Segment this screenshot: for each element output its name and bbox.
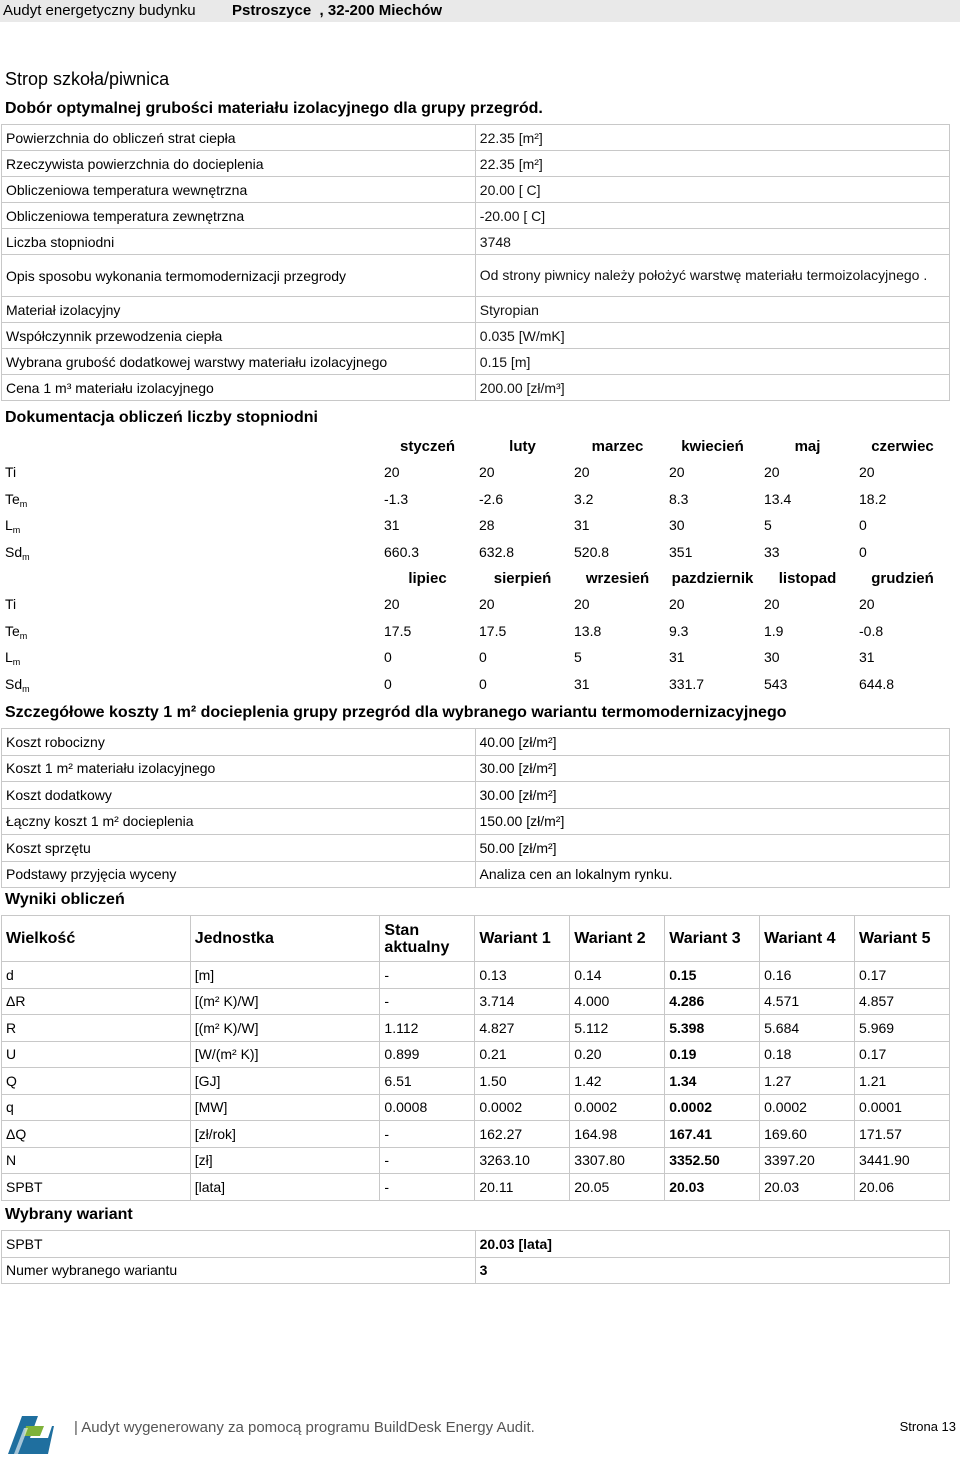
results-cell: 0.17 xyxy=(855,1041,950,1068)
degree-days-cell: 8.3 xyxy=(669,490,689,507)
results-cell: 1.21 xyxy=(855,1068,950,1095)
results-cell: 0.17 xyxy=(855,962,950,989)
degree-days-row xyxy=(1,486,950,513)
cost-label: Koszt sprzętu xyxy=(2,835,476,862)
degree-days-row xyxy=(1,591,950,618)
results-cell: 0.19 xyxy=(665,1041,760,1068)
cost-label: Łączny koszt 1 m² docieplenia xyxy=(2,808,476,835)
row-label-main: Te xyxy=(5,490,20,507)
results-cell: 3263.10 xyxy=(475,1147,570,1174)
degree-days-cell: 0 xyxy=(384,649,392,666)
results-table xyxy=(1,915,950,1201)
results-cell: [(m² K)/W] xyxy=(190,1015,380,1042)
results-cell: 1.42 xyxy=(570,1068,665,1095)
results-cell: 5.684 xyxy=(760,1015,855,1042)
results-cell: U xyxy=(2,1041,191,1068)
results-cell: 0.899 xyxy=(380,1041,475,1068)
degree-days-cell: 20 xyxy=(859,596,875,613)
degree-days-row-label xyxy=(1,539,380,566)
section-title: Strop szkoła/piwnica xyxy=(5,69,170,89)
degree-days-cell: 5 xyxy=(764,517,772,534)
chosen-value: 20.03 [lata] xyxy=(475,1231,949,1258)
page-header xyxy=(0,0,960,22)
results-cell: 162.27 xyxy=(475,1121,570,1148)
degree-days-row-label xyxy=(1,644,380,671)
results-header: Wariant 1 xyxy=(475,916,570,962)
cost-value: 30.00 [zł/m²] xyxy=(475,755,949,782)
results-cell: N xyxy=(2,1147,191,1174)
degree-days-cell: 31 xyxy=(669,649,685,666)
results-cell: 167.41 xyxy=(665,1121,760,1148)
month-header: wrzesień xyxy=(585,569,650,587)
results-cell: d xyxy=(2,962,191,989)
chosen-table xyxy=(1,1230,950,1284)
param-row xyxy=(2,229,950,255)
param-value: 0.15 [m] xyxy=(475,349,949,375)
results-cell: ΔQ xyxy=(2,1121,191,1148)
cost-value: 50.00 [zł/m²] xyxy=(475,835,949,862)
results-cell: 20.05 xyxy=(570,1174,665,1201)
results-cell: 4.000 xyxy=(570,988,665,1015)
results-cell: [zł] xyxy=(190,1147,380,1174)
degree-days-cell: 30 xyxy=(764,649,780,666)
results-cell: q xyxy=(2,1094,191,1121)
cost-row xyxy=(2,755,950,782)
results-cell: 4.827 xyxy=(475,1015,570,1042)
results-cell: 0.0002 xyxy=(665,1094,760,1121)
degree-days-cell: 20 xyxy=(479,596,495,613)
month-header: maj xyxy=(794,437,821,455)
results-header: Wariant 5 xyxy=(855,916,950,962)
results-cell: 20.03 xyxy=(665,1174,760,1201)
params-table xyxy=(1,124,950,401)
results-cell: 0.15 xyxy=(665,962,760,989)
param-label: Materiał izolacyjny xyxy=(2,297,476,323)
results-row xyxy=(2,1041,950,1068)
month-header: marzec xyxy=(591,437,644,455)
degree-days-cell: 13.8 xyxy=(574,622,602,639)
param-label: Rzeczywista powierzchnia do docieplenia xyxy=(2,151,476,177)
cost-value: Analiza cen an lokalnym rynku. xyxy=(475,861,949,888)
degree-days-cell: 543 xyxy=(764,675,788,692)
results-title: Wyniki obliczeń xyxy=(5,891,125,908)
results-cell: 0.13 xyxy=(475,962,570,989)
cost-row xyxy=(2,729,950,756)
month-header: czerwiec xyxy=(871,437,934,455)
row-label-sub: m xyxy=(19,630,28,641)
results-cell: - xyxy=(380,988,475,1015)
results-cell: 3397.20 xyxy=(760,1147,855,1174)
param-row xyxy=(2,297,950,323)
results-cell: 0.14 xyxy=(570,962,665,989)
degree-days-row-label xyxy=(1,591,380,618)
degree-days-cell: 3.2 xyxy=(574,490,594,507)
chosen-value: 3 xyxy=(475,1257,949,1284)
costs-table xyxy=(1,728,950,888)
month-header-spacer xyxy=(1,433,380,459)
degree-days-cell: 20 xyxy=(669,464,685,481)
results-cell: 1.34 xyxy=(665,1068,760,1095)
month-header-row xyxy=(1,565,950,591)
row-label-sub: m xyxy=(19,498,28,509)
param-value: -20.00 [ C] xyxy=(475,203,949,229)
degree-days-cell: 0 xyxy=(859,517,867,534)
degree-days-cell: 9.3 xyxy=(669,622,689,639)
cost-row xyxy=(2,861,950,888)
row-label-main: L xyxy=(5,517,13,534)
degree-days-row-label xyxy=(1,486,380,513)
results-header: Wariant 3 xyxy=(665,916,760,962)
degree-days-cell: 644.8 xyxy=(859,675,895,692)
results-header: Wielkość xyxy=(2,916,191,962)
row-label-sub: m xyxy=(22,551,30,562)
month-header: lipiec xyxy=(408,569,447,587)
month-header: kwiecień xyxy=(681,437,744,455)
param-row xyxy=(2,203,950,229)
param-row xyxy=(2,151,950,177)
results-cell: 0.21 xyxy=(475,1041,570,1068)
results-cell: 5.398 xyxy=(665,1015,760,1042)
results-cell: - xyxy=(380,1147,475,1174)
results-cell: 0.0001 xyxy=(855,1094,950,1121)
param-value: 0.035 [W/mK] xyxy=(475,323,949,349)
results-cell: 0.16 xyxy=(760,962,855,989)
results-cell: 5.969 xyxy=(855,1015,950,1042)
degree-days-cell: 31 xyxy=(384,517,400,534)
results-cell: 3.714 xyxy=(475,988,570,1015)
param-value: Od strony piwnicy należy położyć warstwę materiału termoizolacyjnego . xyxy=(475,255,949,297)
degree-days-cell: 13.4 xyxy=(764,490,792,507)
cost-value: 30.00 [zł/m²] xyxy=(475,782,949,809)
results-row xyxy=(2,988,950,1015)
results-row xyxy=(2,1094,950,1121)
degree-days-cell: 20 xyxy=(574,464,590,481)
results-cell: - xyxy=(380,1121,475,1148)
degree-days-cell: 0 xyxy=(479,649,487,666)
degree-days-row xyxy=(1,671,950,698)
month-header-row xyxy=(1,433,950,459)
degree-days-cell: 20 xyxy=(574,596,590,613)
degree-days-cell: 20 xyxy=(764,464,780,481)
results-cell: [MW] xyxy=(190,1094,380,1121)
chosen-label: SPBT xyxy=(2,1231,476,1258)
results-cell: 0.0008 xyxy=(380,1094,475,1121)
degree-days-cell: 20 xyxy=(669,596,685,613)
param-row xyxy=(2,349,950,375)
results-cell: 3352.50 xyxy=(665,1147,760,1174)
results-cell: 5.112 xyxy=(570,1015,665,1042)
row-label-main: Te xyxy=(5,622,20,639)
param-row xyxy=(2,177,950,203)
degree-days-cell: -0.8 xyxy=(859,622,884,639)
results-cell: 20.06 xyxy=(855,1174,950,1201)
degree-days-cell: -2.6 xyxy=(479,490,504,507)
degree-days-cell: 18.2 xyxy=(859,490,887,507)
results-cell: [m] xyxy=(190,962,380,989)
cost-label: Koszt robocizny xyxy=(2,729,476,756)
cost-label: Podstawy przyjęcia wyceny xyxy=(2,861,476,888)
row-label-main: Sd xyxy=(5,543,23,560)
param-label: Liczba stopniodni xyxy=(2,229,476,255)
degree-days-cell: 5 xyxy=(574,649,582,666)
degree-days-row xyxy=(1,512,950,539)
degree-days-cell: 17.5 xyxy=(384,622,412,639)
results-cell: - xyxy=(380,962,475,989)
degree-days-row-label xyxy=(1,618,380,645)
row-label-sub: m xyxy=(12,525,21,536)
degree-days-cell: 20 xyxy=(384,464,400,481)
results-cell: [lata] xyxy=(190,1174,380,1201)
month-header: sierpień xyxy=(493,569,552,587)
results-cell: 0.18 xyxy=(760,1041,855,1068)
results-header: Wariant 2 xyxy=(570,916,665,962)
results-cell: ΔR xyxy=(2,988,191,1015)
row-label-main: Ti xyxy=(5,464,17,481)
param-value: 22.35 [m²] xyxy=(475,151,949,177)
cost-row xyxy=(2,782,950,809)
degree-days-row-label xyxy=(1,459,380,486)
degree-days-table xyxy=(1,433,950,697)
param-row xyxy=(2,255,950,297)
results-header-row xyxy=(2,916,950,962)
param-value: 20.00 [ C] xyxy=(475,177,949,203)
results-cell: 1.27 xyxy=(760,1068,855,1095)
results-cell: 0.0002 xyxy=(760,1094,855,1121)
builddesk-logo-icon xyxy=(4,1412,56,1456)
results-cell: 4.286 xyxy=(665,988,760,1015)
degree-days-row-label xyxy=(1,512,380,539)
param-label: Obliczeniowa temperatura zewnętrzna xyxy=(2,203,476,229)
results-cell: 1.50 xyxy=(475,1068,570,1095)
results-cell: [zł/rok] xyxy=(190,1121,380,1148)
month-header: grudzień xyxy=(871,569,934,587)
degree-days-row-label xyxy=(1,671,380,698)
degree-days-cell: 331.7 xyxy=(669,675,705,692)
degree-days-cell: 30 xyxy=(669,517,685,534)
header-address: Pstroszyce , 32-200 Miechów xyxy=(232,2,443,19)
results-cell: Q xyxy=(2,1068,191,1095)
chosen-label: Numer wybranego wariantu xyxy=(2,1257,476,1284)
degree-days-cell: -1.3 xyxy=(384,490,409,507)
degree-days-title: Dokumentacja obliczeń liczby stopniodni xyxy=(5,409,318,426)
header-title: Audyt energetyczny budynku xyxy=(3,2,196,19)
degree-days-cell: 20 xyxy=(479,464,495,481)
degree-days-cell: 20 xyxy=(859,464,875,481)
param-row xyxy=(2,323,950,349)
cost-label: Koszt dodatkowy xyxy=(2,782,476,809)
degree-days-cell: 632.8 xyxy=(479,543,515,560)
results-cell: 20.03 xyxy=(760,1174,855,1201)
chosen-row xyxy=(2,1231,950,1258)
results-cell: 3307.80 xyxy=(570,1147,665,1174)
results-cell: 3441.90 xyxy=(855,1147,950,1174)
param-label: Obliczeniowa temperatura wewnętrzna xyxy=(2,177,476,203)
results-cell: 1.112 xyxy=(380,1015,475,1042)
row-label-main: L xyxy=(5,649,13,666)
param-row xyxy=(2,125,950,151)
costs-title: Szczegółowe koszty 1 m² docieplenia grupy przegród dla wybranego wariantu termomodernizacyjnego xyxy=(5,704,787,721)
cost-row xyxy=(2,835,950,862)
degree-days-cell: 20 xyxy=(384,596,400,613)
results-row xyxy=(2,1068,950,1095)
param-label: Współczynnik przewodzenia ciepła xyxy=(2,323,476,349)
cost-value: 40.00 [zł/m²] xyxy=(475,729,949,756)
cost-row xyxy=(2,808,950,835)
param-label: Opis sposobu wykonania termomodernizacji przegrody xyxy=(2,255,476,297)
degree-days-cell: 520.8 xyxy=(574,543,610,560)
results-row xyxy=(2,962,950,989)
month-header: listopad xyxy=(778,569,837,587)
param-value: 200.00 [zł/m³] xyxy=(475,375,949,401)
results-cell: 0.20 xyxy=(570,1041,665,1068)
cost-label: Koszt 1 m² materiału izolacyjnego xyxy=(2,755,476,782)
results-cell: 0.0002 xyxy=(570,1094,665,1121)
param-label: Cena 1 m³ materiału izolacyjnego xyxy=(2,375,476,401)
degree-days-cell: 1.9 xyxy=(764,622,784,639)
param-value: 22.35 [m²] xyxy=(475,125,949,151)
month-header: luty xyxy=(509,437,536,455)
degree-days-cell: 0 xyxy=(479,675,487,692)
degree-days-cell: 0 xyxy=(859,543,867,560)
chosen-row xyxy=(2,1257,950,1284)
results-cell: 4.857 xyxy=(855,988,950,1015)
results-cell: 6.51 xyxy=(380,1068,475,1095)
row-label-sub: m xyxy=(22,683,30,694)
degree-days-cell: 28 xyxy=(479,517,495,534)
results-cell: 164.98 xyxy=(570,1121,665,1148)
param-label: Wybrana grubość dodatkowej warstwy materiału izolacyjnego xyxy=(2,349,476,375)
results-header: Jednostka xyxy=(190,916,380,962)
results-cell: [GJ] xyxy=(190,1068,380,1095)
degree-days-row xyxy=(1,539,950,566)
row-label-main: Ti xyxy=(5,596,17,613)
results-cell: SPBT xyxy=(2,1174,191,1201)
results-cell: [W/(m² K)] xyxy=(190,1041,380,1068)
param-row xyxy=(2,375,950,401)
results-header: Wariant 4 xyxy=(760,916,855,962)
degree-days-cell: 0 xyxy=(384,675,392,692)
results-row xyxy=(2,1147,950,1174)
cost-value: 150.00 [zł/m²] xyxy=(475,808,949,835)
results-cell: 169.60 xyxy=(760,1121,855,1148)
degree-days-row xyxy=(1,618,950,645)
month-header-spacer xyxy=(1,565,380,591)
results-row xyxy=(2,1121,950,1148)
results-header: Stan aktualny xyxy=(380,916,475,962)
degree-days-cell: 351 xyxy=(669,543,693,560)
degree-days-cell: 33 xyxy=(764,543,780,560)
results-cell: [(m² K)/W] xyxy=(190,988,380,1015)
param-label: Powierzchnia do obliczeń strat ciepła xyxy=(2,125,476,151)
row-label-main: Sd xyxy=(5,675,23,692)
results-cell: 0.0002 xyxy=(475,1094,570,1121)
results-cell: 171.57 xyxy=(855,1121,950,1148)
degree-days-row xyxy=(1,459,950,486)
row-label-sub: m xyxy=(12,657,21,668)
degree-days-row xyxy=(1,644,950,671)
chosen-title: Wybrany wariant xyxy=(5,1206,133,1223)
results-cell: - xyxy=(380,1174,475,1201)
results-cell: 4.571 xyxy=(760,988,855,1015)
degree-days-cell: 660.3 xyxy=(384,543,420,560)
subtitle: Dobór optymalnej grubości materiału izolacyjnego dla grupy przegród. xyxy=(5,100,543,117)
degree-days-cell: 31 xyxy=(574,517,590,534)
results-cell: 20.11 xyxy=(475,1174,570,1201)
month-header: styczeń xyxy=(399,437,456,455)
degree-days-cell: 31 xyxy=(574,675,590,692)
degree-days-cell: 20 xyxy=(764,596,780,613)
degree-days-cell: 31 xyxy=(859,649,875,666)
results-row xyxy=(2,1174,950,1201)
page-number: Strona 13 xyxy=(899,1419,956,1434)
footer-note: | Audyt wygenerowany za pomocą programu BuildDesk Energy Audit. xyxy=(74,1419,535,1436)
param-value: Styropian xyxy=(475,297,949,323)
results-cell: R xyxy=(2,1015,191,1042)
param-value: 3748 xyxy=(475,229,949,255)
degree-days-cell: 17.5 xyxy=(479,622,507,639)
results-row xyxy=(2,1015,950,1042)
month-header: pazdziernik xyxy=(671,569,754,587)
